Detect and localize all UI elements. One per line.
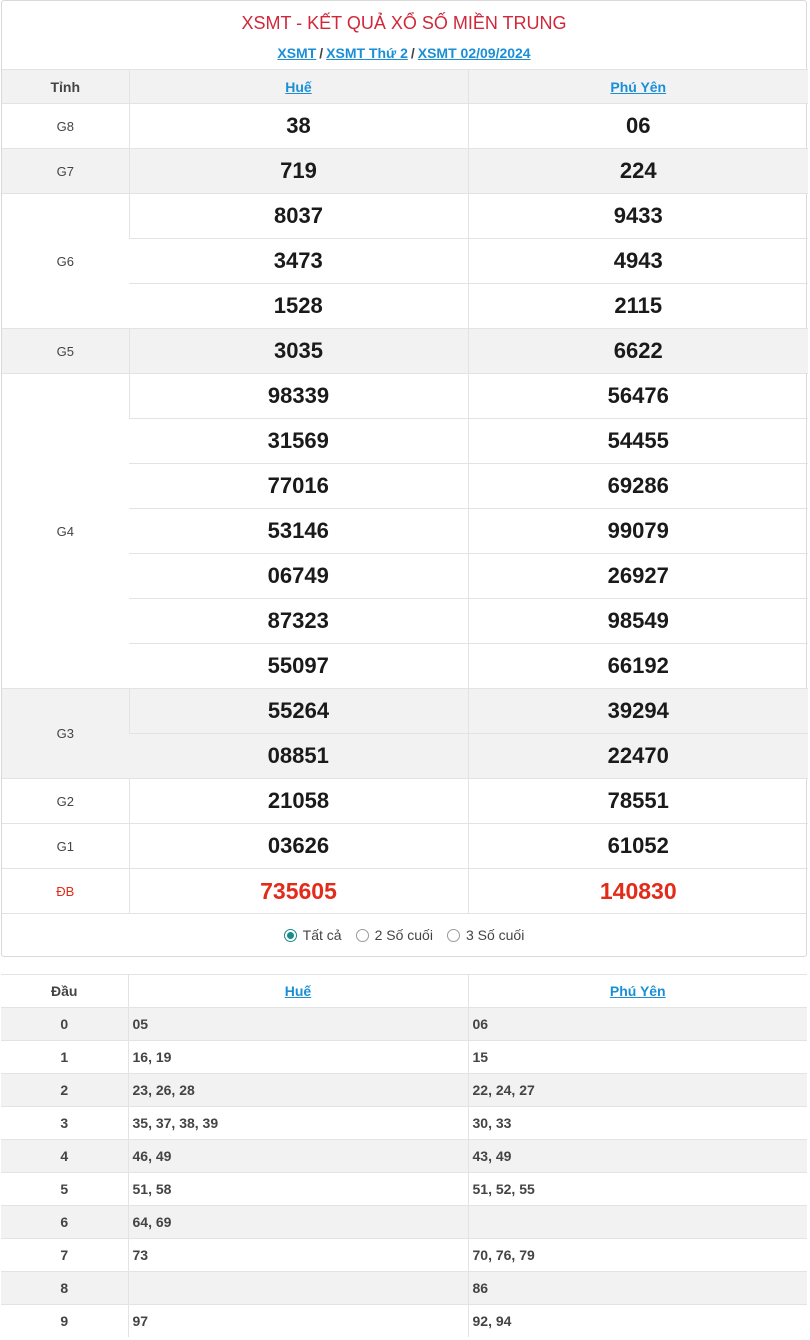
prize-number: 56476 <box>468 374 808 419</box>
prize-group <box>2 779 808 824</box>
province-column-header: Tỉnh <box>2 70 129 104</box>
head-digit-table <box>1 974 807 1337</box>
prize-number: 69286 <box>468 464 808 509</box>
prize-number: 8037 <box>129 194 468 239</box>
prize-number: 9433 <box>468 194 808 239</box>
head-values: 23, 26, 28 <box>128 1074 468 1107</box>
prize-group <box>2 689 808 779</box>
prize-number: 22470 <box>468 734 808 779</box>
digit-filter <box>2 913 806 956</box>
prize-label: G7 <box>2 149 129 194</box>
head-digit: 2 <box>1 1074 128 1107</box>
head-row <box>1 1305 807 1338</box>
head-row <box>1 1074 807 1107</box>
prize-group <box>2 149 808 194</box>
head-values: 46, 49 <box>128 1140 468 1173</box>
prize-label: G2 <box>2 779 129 824</box>
prize-number: 54455 <box>468 419 808 464</box>
prize-group <box>2 374 808 689</box>
prize-number: 55264 <box>129 689 468 734</box>
prize-number: 3035 <box>129 329 468 374</box>
head-values <box>468 1206 807 1239</box>
prize-group <box>2 869 808 914</box>
head-digit: 6 <box>1 1206 128 1239</box>
filter-option-3-digits[interactable] <box>447 927 524 943</box>
head-values: 92, 94 <box>468 1305 807 1338</box>
prize-number: 719 <box>129 149 468 194</box>
filter-label: 3 Số cuối <box>465 927 525 943</box>
head-values: 06 <box>468 1008 807 1041</box>
prize-label: G1 <box>2 824 129 869</box>
results-table <box>2 69 808 913</box>
results-header-row <box>2 70 808 104</box>
prize-number: 2115 <box>468 284 808 329</box>
head-values: 16, 19 <box>128 1041 468 1074</box>
head-row <box>1 1272 807 1305</box>
head-table-body <box>1 1008 807 1338</box>
prize-number: 08851 <box>129 734 468 779</box>
prize-number: 55097 <box>129 644 468 689</box>
head-row <box>1 1206 807 1239</box>
prize-group <box>2 824 808 869</box>
head-digit: 4 <box>1 1140 128 1173</box>
prize-number: 53146 <box>129 509 468 554</box>
radio-icon-checked[interactable] <box>284 929 297 942</box>
prize-number: 38 <box>129 104 468 149</box>
head-values: 73 <box>128 1239 468 1272</box>
prize-label: G4 <box>2 374 129 689</box>
prize-number: 4943 <box>468 239 808 284</box>
head-values: 97 <box>128 1305 468 1338</box>
head-row <box>1 1173 807 1206</box>
prize-number: 03626 <box>129 824 468 869</box>
prize-row <box>2 329 808 374</box>
filter-option-2-digits[interactable] <box>356 927 433 943</box>
prize-label: G8 <box>2 104 129 149</box>
filter-label: 2 Số cuối <box>374 927 433 943</box>
prize-number: 6622 <box>468 329 808 374</box>
head-values: 86 <box>468 1272 807 1305</box>
radio-icon[interactable] <box>356 929 369 942</box>
head-values: 43, 49 <box>468 1140 807 1173</box>
prize-row <box>2 869 808 914</box>
head-row <box>1 1107 807 1140</box>
prize-row <box>2 779 808 824</box>
head-values: 70, 76, 79 <box>468 1239 807 1272</box>
head-digit: 7 <box>1 1239 128 1272</box>
radio-icon[interactable] <box>447 929 460 942</box>
prize-number: 06749 <box>129 554 468 599</box>
prize-row <box>2 689 808 734</box>
breadcrumb-date[interactable]: XSMT 02/09/2024 <box>417 45 531 61</box>
prize-group <box>2 329 808 374</box>
prize-number: 61052 <box>468 824 808 869</box>
breadcrumb-xsmt[interactable]: XSMT <box>277 45 317 61</box>
prize-group <box>2 194 808 329</box>
head-values: 35, 37, 38, 39 <box>128 1107 468 1140</box>
head-row <box>1 1041 807 1074</box>
head-values: 64, 69 <box>128 1206 468 1239</box>
prize-number: 3473 <box>129 239 468 284</box>
results-card <box>1 0 807 957</box>
head-values: 30, 33 <box>468 1107 807 1140</box>
breadcrumb-separator: / <box>319 45 324 61</box>
head-digit: 5 <box>1 1173 128 1206</box>
prize-label: G6 <box>2 194 129 329</box>
head-values: 51, 58 <box>128 1173 468 1206</box>
prize-label: G5 <box>2 329 129 374</box>
prize-number: 77016 <box>129 464 468 509</box>
prize-row <box>2 824 808 869</box>
head-table-header-row <box>1 975 807 1008</box>
province-header-phu-yen <box>468 70 808 104</box>
prize-number: 735605 <box>129 869 468 914</box>
prize-group <box>2 104 808 149</box>
head-digit: 0 <box>1 1008 128 1041</box>
head-row <box>1 1239 807 1272</box>
head-digit: 3 <box>1 1107 128 1140</box>
prize-number: 31569 <box>129 419 468 464</box>
prize-number: 99079 <box>468 509 808 554</box>
page-title: XSMT - KẾT QUẢ XỔ SỐ MIỀN TRUNG <box>241 13 567 33</box>
prize-number: 21058 <box>129 779 468 824</box>
province-link-hue[interactable]: Huế <box>285 78 312 95</box>
prize-number: 66192 <box>468 644 808 689</box>
head-header-phu-yen <box>468 975 807 1008</box>
head-header-hue <box>128 975 468 1008</box>
breadcrumb-xsmt-thu2[interactable]: XSMT Thứ 2 <box>326 45 408 61</box>
head-digit: 9 <box>1 1305 128 1338</box>
head-row <box>1 1140 807 1173</box>
head-province-link-hue[interactable]: Huế <box>284 983 312 999</box>
prize-number: 1528 <box>129 284 468 329</box>
prize-number: 98549 <box>468 599 808 644</box>
head-digit: 8 <box>1 1272 128 1305</box>
head-column-header: Đầu <box>1 975 128 1008</box>
head-values: 51, 52, 55 <box>468 1173 807 1206</box>
prize-row <box>2 194 808 239</box>
prize-row <box>2 374 808 419</box>
head-values: 05 <box>128 1008 468 1041</box>
prize-label: ĐB <box>2 869 129 914</box>
head-row <box>1 1008 807 1041</box>
prize-number: 87323 <box>129 599 468 644</box>
breadcrumb-separator: / <box>410 45 415 61</box>
prize-number: 26927 <box>468 554 808 599</box>
head-values: 22, 24, 27 <box>468 1074 807 1107</box>
prize-number: 78551 <box>468 779 808 824</box>
prize-label: G3 <box>2 689 129 779</box>
prize-number: 06 <box>468 104 808 149</box>
head-digit: 1 <box>1 1041 128 1074</box>
prize-number: 39294 <box>468 689 808 734</box>
head-province-link-phu-yen[interactable]: Phú Yên <box>609 983 666 999</box>
head-values <box>128 1272 468 1305</box>
prize-row <box>2 104 808 149</box>
prize-number: 98339 <box>129 374 468 419</box>
prize-number: 140830 <box>468 869 808 914</box>
filter-label: Tất cả <box>302 927 342 943</box>
province-header-hue <box>129 70 468 104</box>
prize-number: 224 <box>468 149 808 194</box>
province-link-phu-yen[interactable]: Phú Yên <box>610 78 667 95</box>
head-values: 15 <box>468 1041 807 1074</box>
prize-row <box>2 149 808 194</box>
filter-option-all[interactable] <box>284 927 342 943</box>
breadcrumb <box>2 43 806 69</box>
